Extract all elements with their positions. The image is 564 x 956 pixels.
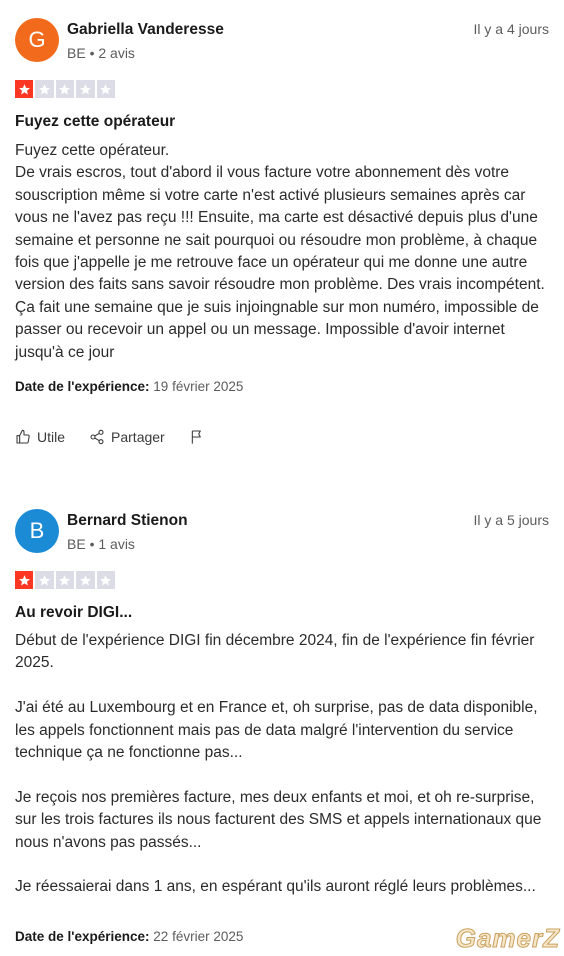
report-button[interactable] — [189, 429, 205, 445]
review-actions — [15, 429, 229, 445]
review-body: Début de l'expérience DIGI fin décembre 2024, fin de l'expérience fin février 2025. J'ai été au Luxembourg et en France et, oh surprise, pas de data disponible, les appels fonctionnent mais pas de data malgré l'intervention du service technique ça ne fonctionne pas... Je reçois nos premières facture, mes deux enfants et moi, et oh re-surprise, sur les trois factures ils nous facturent des SMS et appels internationaux que nous n'avons pas passés... Je réessaierai dans 1 ans, en espérant qu'ils auront réglé leurs problèmes... — [15, 632, 542, 896]
share-button[interactable] — [89, 429, 165, 445]
star-icon — [97, 571, 115, 589]
reviewer-name[interactable]: Gabriella Vanderesse — [67, 21, 224, 38]
review-card — [15, 17, 549, 445]
star-rating — [15, 80, 115, 98]
star-icon — [35, 571, 53, 589]
review-title[interactable]: Fuyez cette opérateur — [15, 113, 176, 130]
review-date: Il y a 5 jours — [473, 512, 549, 528]
experience-value: 22 février 2025 — [153, 929, 244, 944]
useful-label: Utile — [37, 429, 66, 445]
star-icon — [76, 80, 94, 98]
experience-value: 19 février 2025 — [153, 379, 244, 394]
useful-button[interactable] — [15, 429, 65, 445]
share-icon — [89, 429, 105, 445]
avatar[interactable]: G — [15, 18, 59, 62]
avatar[interactable]: B — [15, 509, 59, 553]
experience-date — [15, 929, 243, 944]
star-icon — [15, 571, 33, 589]
star-icon — [56, 80, 74, 98]
reviewer-name[interactable]: Bernard Stienon — [67, 512, 188, 529]
review-date: Il y a 4 jours — [473, 21, 549, 37]
star-icon — [15, 80, 33, 98]
review-header — [15, 17, 549, 65]
review-header — [15, 508, 549, 556]
star-rating — [15, 571, 115, 589]
share-label: Partager — [111, 429, 165, 445]
star-icon — [76, 571, 94, 589]
experience-label: Date de l'expérience: — [15, 379, 150, 394]
experience-label: Date de l'expérience: — [15, 929, 150, 944]
flag-icon — [189, 429, 205, 445]
star-icon — [56, 571, 74, 589]
reviewer-meta: BE • 1 avis — [67, 536, 135, 552]
watermark-logo: GamerZ — [455, 923, 560, 953]
review-title[interactable]: Au revoir DIGI... — [15, 604, 133, 621]
experience-date — [15, 379, 243, 394]
review-body: Fuyez cette opérateur. De vrais escros, tout d'abord il vous facture votre abonnement dès votre souscription même si votre carte n'est activé plusieurs semaines après car vous ne l'avez pas reçu !!! Ensuite, ma carte est désactivé depuis plus d'une semaine et personne ne sait pourquoi ou résoudre mon problème, à chaque fois que j'appelle je me retrouve face un opérateur qui me donne une autre version des faits sans savoir résoudre mon problème. Des vrais incompétent. Ça fait une semaine que je suis injoingnable sur mon numéro, impossible de passer ou recevoir un appel ou un message. Impossible d'avoir internet jusqu'à ce jour — [15, 142, 545, 361]
reviewer-meta: BE • 2 avis — [67, 45, 135, 61]
star-icon — [35, 80, 53, 98]
thumbs-up-icon — [15, 429, 31, 445]
star-icon — [97, 80, 115, 98]
